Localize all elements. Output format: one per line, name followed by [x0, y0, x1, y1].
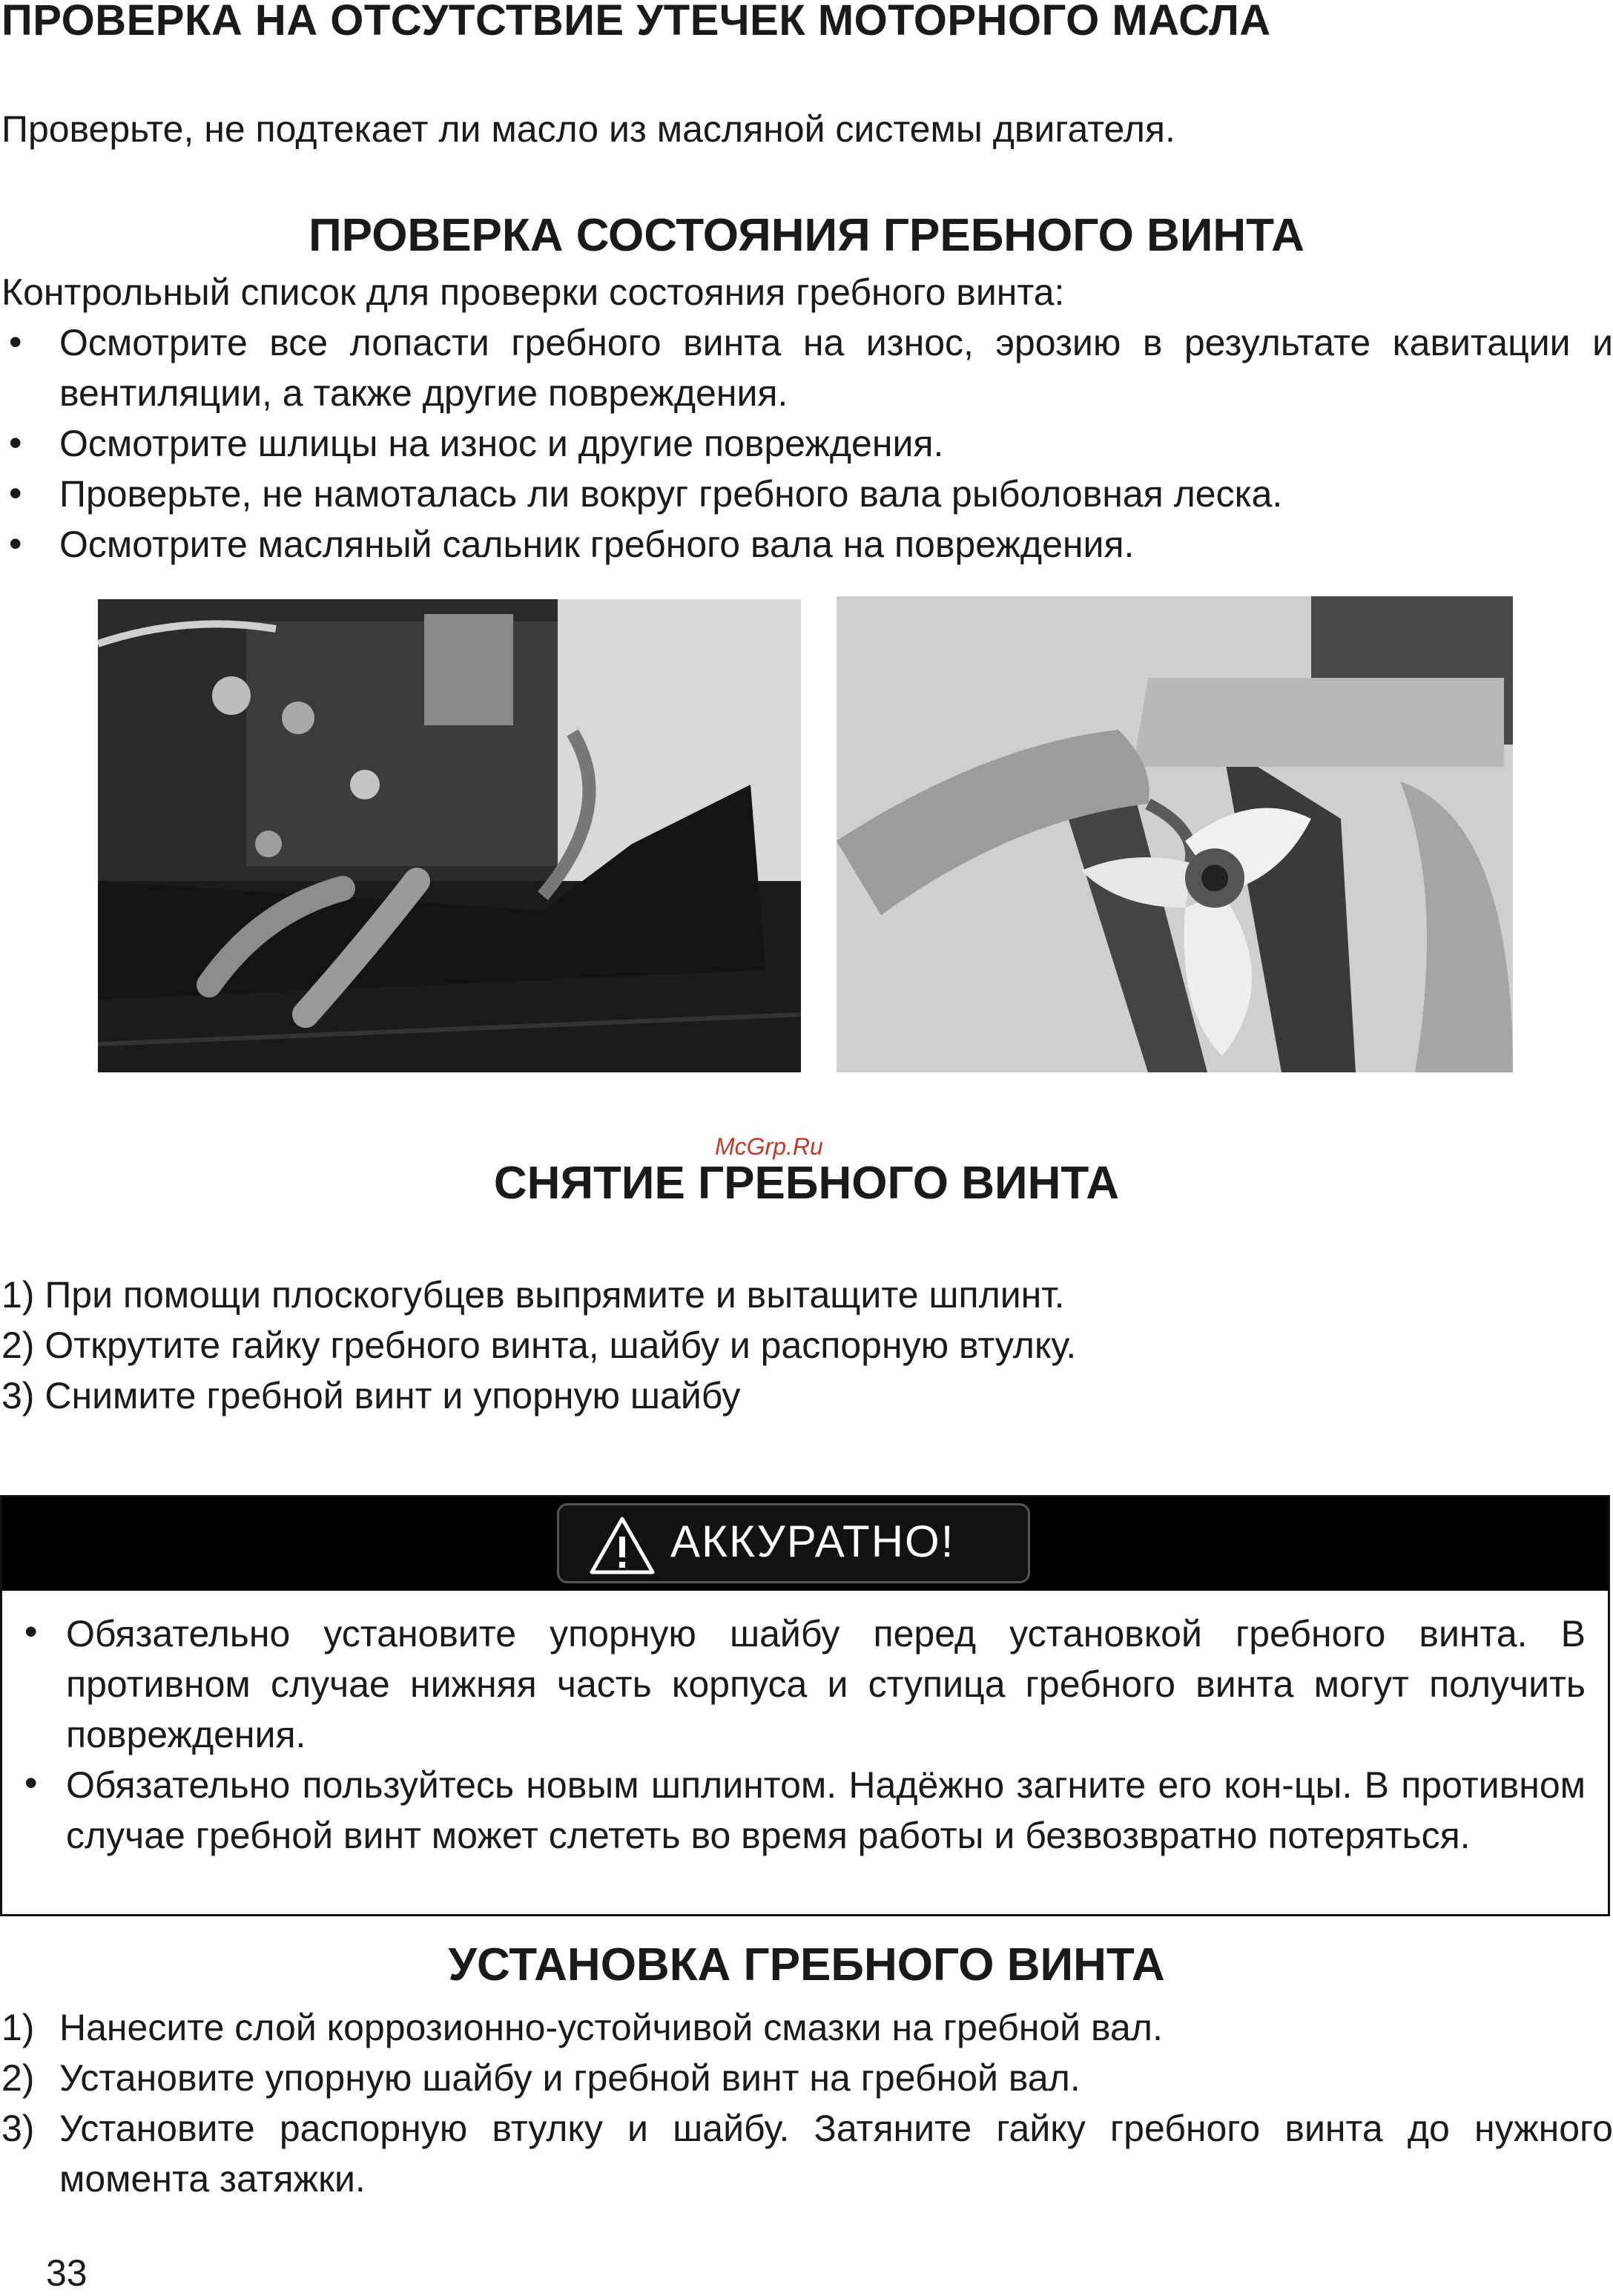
propeller-check-heading: ПРОВЕРКА СОСТОЯНИЯ ГРЕБНОГО ВИНТА — [309, 210, 1304, 261]
list-item: 3) Снимите гребной винт и упорную шайбу — [1, 1375, 741, 1416]
bullet: • — [9, 321, 22, 363]
step-number: 2) — [1, 2057, 35, 2099]
page-number: 33 — [46, 2252, 88, 2294]
oil-leak-text: Проверьте, не подтекает ли масло из масляной системы двигателя. — [1, 108, 1175, 150]
list-item — [0, 2002, 1613, 2053]
install-heading: УСТАНОВКА ГРЕБНОГО ВИНТА — [448, 1939, 1165, 1990]
caution-list — [2, 1609, 1586, 1913]
watermark: McGrp.Ru — [715, 1133, 823, 1160]
list-item — [0, 2053, 1613, 2103]
list-item-text: Установите упорную шайбу и гребной винт на гребной вал. — [59, 2057, 1081, 2099]
list-item-text: Проверьте, не намоталась ли вокруг гребного вала рыболовная леска. — [59, 473, 1283, 515]
warning-triangle-icon — [589, 1516, 656, 1575]
engine-photo — [98, 599, 801, 1072]
bullet: • — [24, 1611, 38, 1652]
bullet: • — [9, 422, 22, 464]
list-item — [0, 519, 1613, 570]
bullet: • — [9, 523, 22, 564]
caution-header — [2, 1497, 1608, 1591]
list-item-text: Обязательно пользуйтесь новым шплинтом. Надёжно загните его кон-цы. В противном случае гребной винт может слететь во время работы и безвозвратно потеряться. — [66, 1764, 1586, 1856]
propeller-photo — [837, 596, 1513, 1072]
step-number: 3) — [1, 2108, 35, 2149]
list-item — [0, 317, 1613, 418]
list-item-text: Осмотрите масляный сальник гребного вала на повреждения. — [59, 524, 1135, 565]
list-item-text: Нанесите слой коррозионно-устойчивой смазки на гребной вал. — [59, 2007, 1163, 2048]
caution-label: АККУРАТНО! — [670, 1517, 955, 1566]
list-item — [2, 1760, 1586, 1911]
propeller-check-intro: Контрольный список для проверки состояния гребного винта: — [1, 271, 1065, 313]
list-item: 2) Открутите гайку гребного винта, шайбу и распорную втулку. — [1, 1325, 1077, 1366]
bullet: • — [9, 472, 22, 514]
propeller-checklist — [0, 317, 1613, 570]
list-item-text: Осмотрите все лопасти гребного винта на износ, эрозию в результате кавитации и вентиляции, а также другие повреждения. — [59, 322, 1613, 414]
list-item-text: Установите распорную втулку и шайбу. Затяните гайку гребного винта до нужного момента затяжки. — [59, 2108, 1613, 2200]
install-steps — [0, 2002, 1613, 2204]
caution-label-badge — [557, 1503, 1030, 1583]
bullet: • — [24, 1762, 38, 1804]
list-item: 1) При помощи плоскогубцев выпрямите и вытащите шплинт. — [1, 1274, 1065, 1316]
caution-box — [0, 1495, 1610, 1916]
removal-heading: СНЯТИЕ ГРЕБНОГО ВИНТА — [493, 1158, 1120, 1209]
list-item — [2, 1609, 1586, 1760]
list-item — [0, 2103, 1613, 2204]
list-item-text: Осмотрите шлицы на износ и другие повреждения. — [59, 423, 944, 464]
step-number: 1) — [1, 2007, 35, 2048]
list-item — [0, 418, 1613, 469]
oil-leak-heading: ПРОВЕРКА НА ОТСУТСТВИЕ УТЕЧЕК МОТОРНОГО МАСЛА — [1, 0, 1271, 44]
list-item-text: Обязательно установите упорную шайбу перед установкой гребного винта. В противном случае нижняя часть корпуса и ступица гребного винта могут получить повреждения. — [66, 1613, 1586, 1755]
list-item — [0, 469, 1613, 519]
removal-steps — [0, 1270, 1613, 1425]
